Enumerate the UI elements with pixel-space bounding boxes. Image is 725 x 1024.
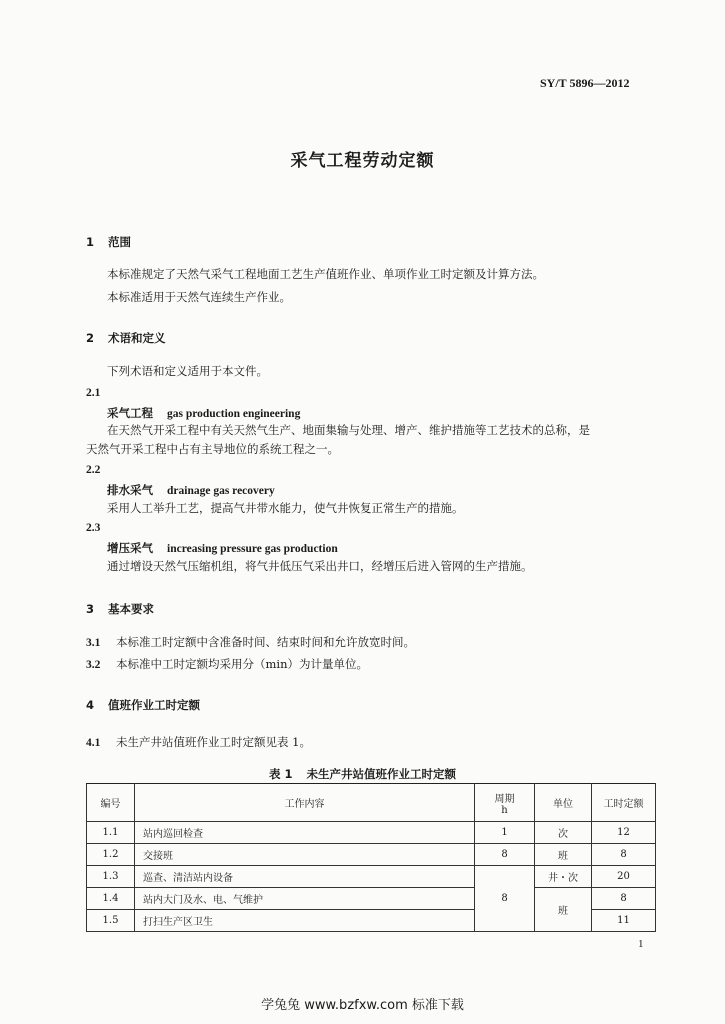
paragraph: 本标准规定了天然气采气工程地面工艺生产值班作业、单项作业工时定额及计算方法。 — [107, 267, 544, 281]
clause-number: 3.1 — [86, 637, 101, 649]
page-number: 1 — [638, 938, 644, 950]
row-cycle-merged: 8 — [475, 866, 535, 932]
clause-number: 2.2 — [86, 464, 101, 476]
term-english: increasing pressure gas production — [167, 543, 338, 555]
row-cycle: 1 — [475, 822, 535, 844]
row-id: 1.2 — [87, 844, 135, 866]
clause-number: 2.1 — [86, 387, 101, 399]
table-row — [87, 822, 656, 844]
row-unit: 次 — [535, 822, 592, 844]
term-chinese: 增压采气 — [107, 541, 153, 555]
row-quota: 20 — [592, 866, 656, 888]
table-caption — [0, 766, 725, 782]
paragraph: 本标准适用于天然气连续生产作业。 — [107, 290, 291, 304]
term-definition: 通过增设天然气压缩机组，将气井低压气采出井口，经增压后进入管网的生产措施。 — [107, 559, 533, 573]
section-number: 1 — [86, 235, 95, 249]
row-quota: 8 — [592, 888, 656, 910]
row-id: 1.4 — [87, 888, 135, 910]
clause-text: 本标准工时定额中含准备时间、结束时间和允许放宽时间。 — [116, 635, 415, 649]
term-entry — [107, 540, 338, 556]
row-id: 1.5 — [87, 910, 135, 932]
term-definition: 天然气开采工程中占有主导地位的系统工程之一。 — [86, 442, 339, 456]
footer-watermark: 学兔兔 www.bzfxw.com 标准下载 — [261, 998, 464, 1013]
header-cycle-unit: h — [501, 804, 508, 816]
row-id: 1.1 — [87, 822, 135, 844]
term-chinese: 排水采气 — [107, 483, 153, 497]
section-title: 值班作业工时定额 — [108, 698, 200, 712]
clause-3-1 — [86, 634, 415, 650]
row-unit: 井・次 — [535, 866, 592, 888]
clause-number: 3.2 — [86, 659, 101, 671]
term-english: drainage gas recovery — [167, 485, 275, 497]
section-1-heading — [86, 234, 131, 250]
row-content: 巡查、清洁站内设备 — [135, 866, 475, 888]
row-cycle: 8 — [475, 844, 535, 866]
table-row — [87, 888, 656, 910]
term-english: gas production engineering — [167, 408, 301, 420]
term-entry — [107, 482, 275, 498]
table-title: 未生产井站值班作业工时定额 — [306, 767, 456, 781]
paragraph: 下列术语和定义适用于本文件。 — [107, 364, 268, 378]
section-title: 基本要求 — [108, 602, 154, 616]
section-3-heading — [86, 601, 154, 617]
term-entry — [107, 405, 300, 421]
row-content: 站内大门及水、电、气维护 — [135, 888, 475, 910]
header-cycle-label: 周期 — [494, 793, 515, 805]
term-definition: 在天然气开采工程中有关天然气生产、地面集输与处理、增产、维护措施等工艺技术的总称，是 — [107, 423, 590, 437]
header-cycle — [475, 784, 535, 822]
document-title: 采气工程劳动定额 — [290, 151, 435, 171]
table-row — [87, 866, 656, 888]
term-chinese: 采气工程 — [107, 406, 153, 420]
term-definition: 采用人工举升工艺，提高气井带水能力，使气井恢复正常生产的措施。 — [107, 501, 464, 515]
section-title: 术语和定义 — [108, 331, 166, 345]
row-quota: 8 — [592, 844, 656, 866]
section-number: 4 — [86, 698, 95, 712]
clause-3-2 — [86, 656, 368, 672]
clause-4-1 — [86, 734, 311, 750]
header-unit: 单位 — [535, 784, 592, 822]
row-content: 交接班 — [135, 844, 475, 866]
row-id: 1.3 — [87, 866, 135, 888]
section-4-heading — [86, 697, 200, 713]
header-content: 工作内容 — [135, 784, 475, 822]
row-unit-merged: 班 — [535, 888, 592, 932]
section-title: 范围 — [108, 235, 131, 249]
standard-number: SY/T 5896—2012 — [540, 76, 630, 90]
clause-text: 本标准中工时定额均采用分（min）为计量单位。 — [116, 657, 368, 671]
row-content: 站内巡回检查 — [135, 822, 475, 844]
labor-quota-table — [86, 783, 656, 932]
row-unit: 班 — [535, 844, 592, 866]
header-id: 编号 — [87, 784, 135, 822]
table-number: 表 1 — [268, 767, 293, 781]
table-header-row — [87, 784, 656, 822]
section-number: 3 — [86, 602, 95, 616]
clause-number: 2.3 — [86, 522, 101, 534]
row-quota: 11 — [592, 910, 656, 932]
header-quota: 工时定额 — [592, 784, 656, 822]
clause-number: 4.1 — [86, 737, 101, 749]
clause-text: 未生产井站值班作业工时定额见表 1。 — [116, 735, 311, 749]
table-row — [87, 844, 656, 866]
row-content: 打扫生产区卫生 — [135, 910, 475, 932]
row-quota: 12 — [592, 822, 656, 844]
section-number: 2 — [86, 331, 95, 345]
section-2-heading — [86, 330, 166, 346]
